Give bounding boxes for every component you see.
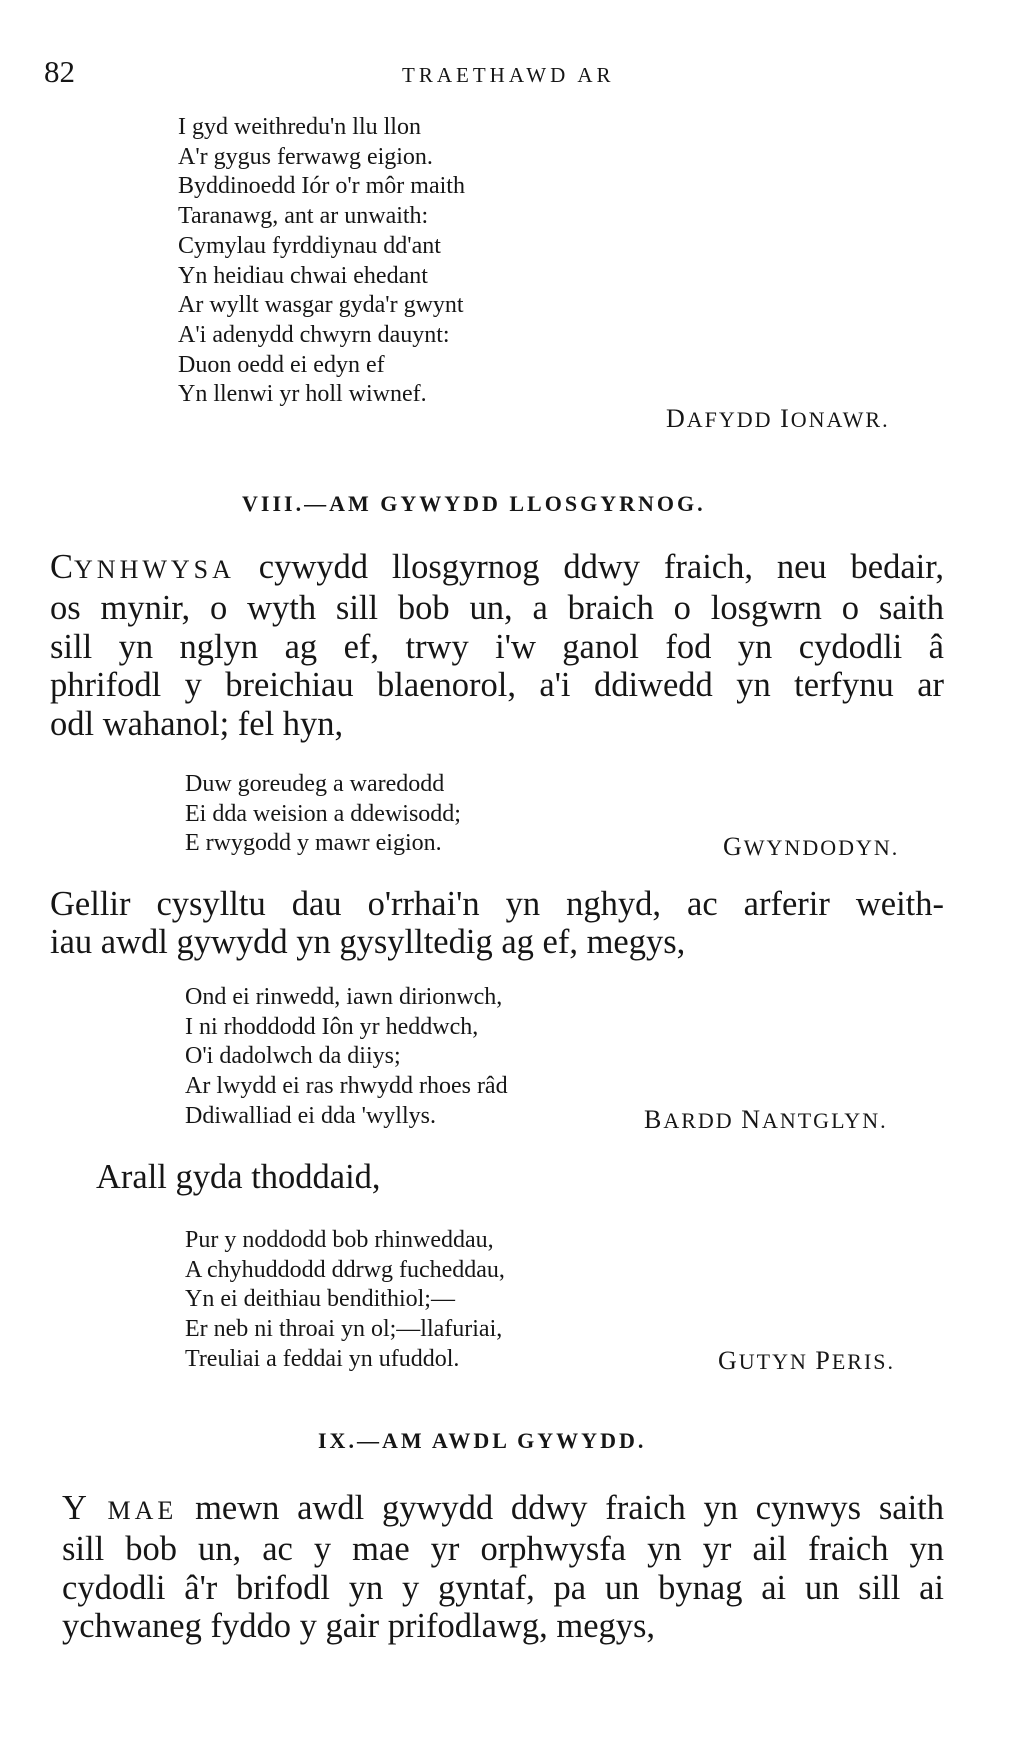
- attribution-text: UTYN: [738, 1349, 808, 1374]
- poem-1: [178, 113, 465, 410]
- prose-text: mewn awdl gywydd ddwy fraich yn cynwys saith: [177, 1489, 944, 1527]
- poem-1-attribution: [666, 404, 890, 434]
- attribution-initial: I: [780, 404, 791, 433]
- lead-initial: C: [50, 548, 75, 586]
- attribution-text: AFYDD: [686, 407, 773, 432]
- poem-line: Pur y noddodd bob rhinweddau,: [185, 1227, 494, 1253]
- page-header: [40, 54, 995, 94]
- poem-4: [185, 1226, 505, 1375]
- prose-line: [50, 548, 944, 589]
- poem-line: A'i adenydd chwyrn dauynt:: [178, 321, 450, 348]
- prose-2: [50, 885, 944, 962]
- section-heading-ix: IX.—AM AWDL GYWYDD.: [318, 1428, 647, 1453]
- prose-line: sill bob un, ac y mae yr orphwysfa yn yr ail fraich yn: [62, 1530, 944, 1569]
- poem-line: Duon oedd ei edyn ef: [178, 351, 385, 378]
- prose-line: ychwaneg fyddo y gair prifodlawg, megys,: [62, 1607, 656, 1646]
- prose-line: Gellir cysylltu dau o'rrhai'n yn nghyd, ac arferir weith-: [50, 885, 944, 923]
- poem-line: Ar lwydd ei ras rhwydd rhoes râd: [185, 1073, 508, 1100]
- poem-line: Yn ei deithiau bendithiol;—: [185, 1286, 455, 1313]
- attribution-initial: D: [666, 404, 687, 433]
- section-heading-viii: VIII.—AM GYWYDD LLOSGYRNOG.: [242, 491, 706, 516]
- poem-line: I gyd weithredu'n llu llon: [178, 114, 421, 140]
- attribution-initial: N: [741, 1105, 762, 1134]
- poem-3: [185, 983, 508, 1132]
- poem-line: Ond ei rinwedd, iawn dirionwch,: [185, 984, 503, 1010]
- prose-line: iau awdl gywydd yn gysylltedig ag ef, megys,: [50, 923, 686, 962]
- poem-3-attribution: [644, 1105, 888, 1135]
- lead-smallcaps: MAE: [87, 1496, 178, 1525]
- poem-line: Ei dda weision a ddewisodd;: [185, 800, 461, 827]
- attribution-initial: B: [644, 1105, 664, 1134]
- poem-4-attribution: [718, 1346, 895, 1376]
- poem-line: Ar wyllt wasgar gyda'r gwynt: [178, 292, 464, 319]
- poem-line: Ddiwalliad ei dda 'wyllys.: [185, 1102, 436, 1129]
- attribution-initial: G: [723, 832, 744, 861]
- poem-line: Byddinoedd Iór o'r môr maith: [178, 173, 465, 200]
- page-number: 82: [44, 54, 75, 89]
- poem-2-attribution: [723, 832, 899, 862]
- poem-line: Taranawg, ant ar unwaith:: [178, 203, 429, 230]
- prose-text: cywydd llosgyrnog ddwy fraich, neu bedair,: [234, 548, 944, 586]
- poem-line: E rwygodd y mawr eigion.: [185, 830, 442, 857]
- attribution-text: ARDD: [663, 1108, 734, 1133]
- running-head: TRAETHAWD AR: [402, 63, 615, 87]
- attribution-text: WYNDODYN.: [743, 835, 900, 860]
- section-viii-prose: [50, 548, 944, 743]
- prose-line: [62, 1489, 944, 1530]
- prose-line: sill yn nglyn ag ef, trwy i'w ganol fod yn cydodli â: [50, 627, 944, 666]
- poem-line: O'i dadolwch da diiys;: [185, 1043, 401, 1070]
- lead-initial: Y: [62, 1489, 88, 1527]
- section-ix-prose: [62, 1489, 944, 1646]
- poem-line: A chyhuddodd ddrwg fucheddau,: [185, 1256, 505, 1283]
- prose-line: os mynir, o wyth sill bob un, a braich o losgwrn o saith: [50, 589, 944, 628]
- attribution-text: ANTGLYN.: [761, 1108, 888, 1133]
- attribution-initial: G: [718, 1346, 739, 1375]
- prose-line: Arall gyda thoddaid,: [96, 1158, 381, 1196]
- poem-line: Er neb ni throai yn ol;—llafuriai,: [185, 1316, 503, 1343]
- attribution-initial: P: [815, 1346, 832, 1375]
- poem-line: Yn llenwi yr holl wiwnef.: [178, 381, 427, 408]
- poem-line: A'r gygus ferwawg eigion.: [178, 143, 433, 170]
- poem-line: Cymylau fyrddiynau dd'ant: [178, 232, 441, 259]
- poem-line: I ni rhoddodd Iôn yr heddwch,: [185, 1013, 479, 1040]
- prose-line: phrifodl y breichiau blaenorol, a'i ddiwedd yn terfynu ar: [50, 666, 944, 705]
- poem-line: Treuliai a feddai yn ufuddol.: [185, 1345, 460, 1372]
- poem-line: Yn heidiau chwai ehedant: [178, 262, 428, 289]
- prose-3: [96, 1158, 381, 1196]
- lead-smallcaps: YNHWYSA: [74, 555, 235, 584]
- attribution-text: ERIS.: [831, 1349, 896, 1374]
- prose-line: odl wahanol; fel hyn,: [50, 704, 344, 743]
- prose-line: cydodli â'r brifodl yn y gyntaf, pa un bynag ai un sill ai: [62, 1568, 944, 1607]
- attribution-text: ONAWR.: [790, 407, 890, 432]
- poem-2: [185, 770, 461, 859]
- poem-line: Duw goreudeg a waredodd: [185, 771, 445, 797]
